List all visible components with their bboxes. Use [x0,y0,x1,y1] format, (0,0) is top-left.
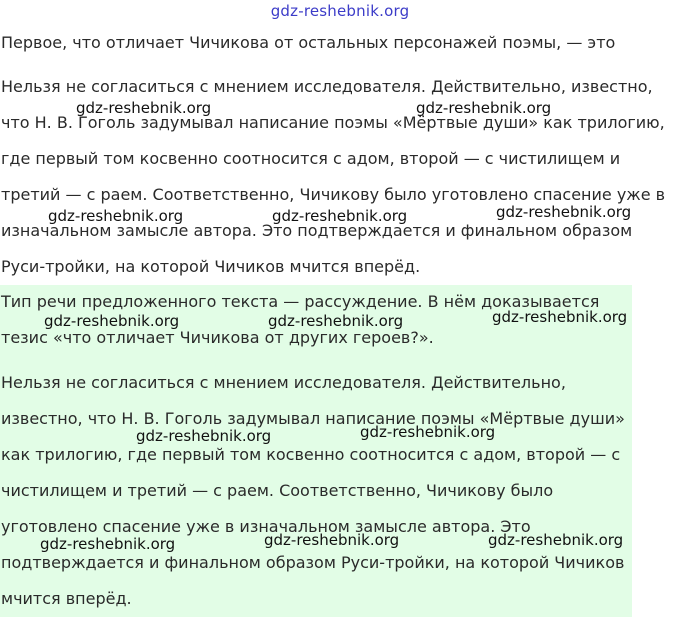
watermark: gdz-reshebnik.org [492,308,628,326]
argument-line: третий — с раем. Соответственно, Чичикову было уготовлено спасение уже в [1,185,666,204]
answer-line: известно, что Н. В. Гоголь задумывал написание поэмы «Мёртвые души» [1,409,625,428]
answer-line: Нельзя не согласиться с мнением исследователя. Действительно, [1,373,566,392]
watermark: gdz-reshebnik.org [264,531,400,549]
answer-line: чистилищем и третий — с раем. Соответственно, Чичикову было [1,481,554,500]
watermark: gdz-reshebnik.org [40,535,176,553]
watermark: gdz-reshebnik.org [272,207,408,225]
argument-line: что Н. В. Гоголь задумывал написание поэмы «Мёртвые души» как трилогию, [1,113,665,132]
argument-line: изначальном замысле автора. Это подтверждается и финальном образом [1,221,633,240]
watermark: gdz-reshebnik.org [360,423,496,441]
watermark: gdz-reshebnik.org [76,99,212,117]
answer-line: Тип речи предложенного текста — рассуждение. В нём доказывается [1,292,600,311]
answer-line: тезис «что отличает Чичикова от других героев?». [1,328,434,347]
answer-line: мчится вперёд. [1,589,132,608]
watermark: gdz-reshebnik.org [44,312,180,330]
argument-line: Нельзя не согласиться с мнением исследователя. Действительно, известно, [1,77,653,96]
watermark: gdz-reshebnik.org [488,531,624,549]
answer-line: подтверждается и финальном образом Руси-тройки, на которой Чичиков [1,553,625,572]
watermark: gdz-reshebnik.org [48,207,184,225]
argument-line: Руси-тройки, на которой Чичиков мчится вперёд. [1,257,421,276]
intro-line: Первое, что отличает Чичикова от остальных персонажей поэмы, — это [1,33,616,52]
watermark: gdz-reshebnik.org [496,203,632,221]
site-title: gdz-reshebnik.org [270,2,410,20]
watermark: gdz-reshebnik.org [268,312,404,330]
answer-line: как трилогию, где первый том косвенно соотносится с адом, второй — с [1,445,621,464]
watermark: gdz-reshebnik.org [136,427,272,445]
argument-line: где первый том косвенно соотносится с адом, второй — с чистилищем и [1,149,621,168]
answer-line: уготовлено спасение уже в изначальном замысле автора. Это [1,517,531,536]
watermark: gdz-reshebnik.org [416,99,552,117]
